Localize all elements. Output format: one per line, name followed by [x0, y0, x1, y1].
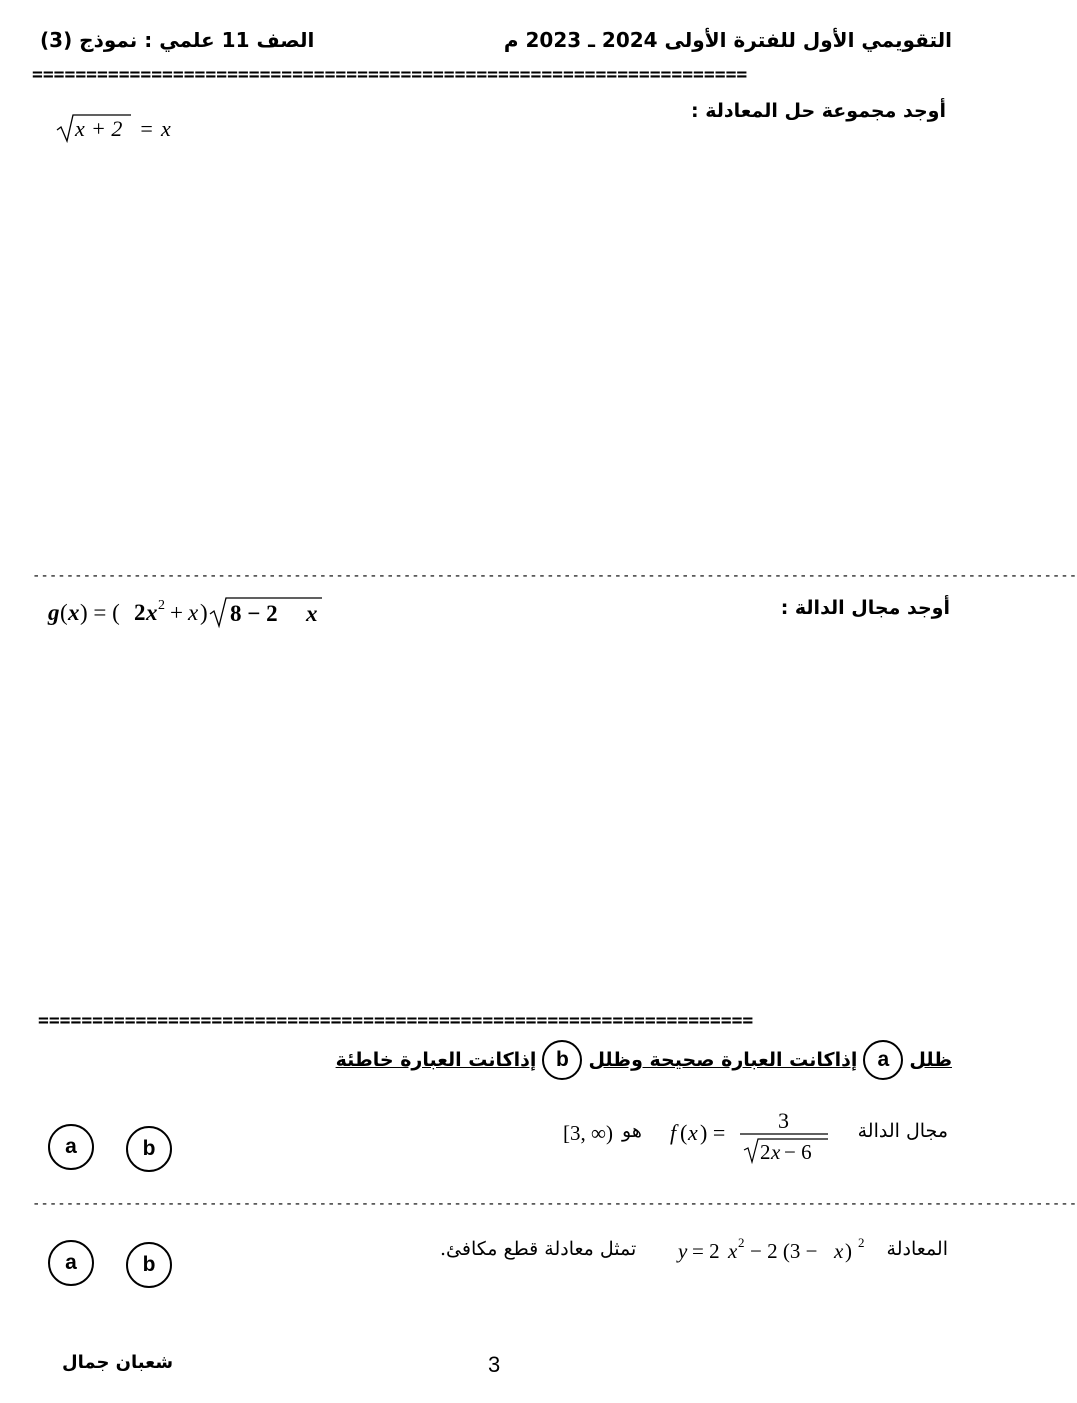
item2-option-b[interactable]: b [126, 1242, 172, 1288]
question2-function [46, 594, 336, 634]
option-b-marker: b [542, 1040, 582, 1080]
question1-label: أوجد مجموعة حل المعادلة : [691, 100, 946, 122]
svg-text:+ 2: + 2 [91, 116, 123, 141]
page-number: 3 [488, 1352, 501, 1377]
svg-text:x: x [161, 116, 171, 141]
tf-instruction-suffix: إذاكانت العبارة خاطئة [335, 1049, 537, 1071]
svg-text:x: x [188, 600, 199, 625]
svg-text:x: x [728, 1239, 738, 1263]
svg-text:x: x [68, 600, 80, 625]
svg-text:2: 2 [858, 1235, 865, 1250]
author-name: شعبان جمال [62, 1352, 174, 1373]
svg-text:x: x [771, 1140, 781, 1164]
item1-text-prefix: مجال الدالة [857, 1120, 948, 1142]
item1-text-mid: هو [622, 1120, 642, 1142]
svg-text:+: + [170, 600, 183, 625]
tf-instruction-mid: إذاكانت العبارة صحيحة وظلل [588, 1049, 858, 1071]
svg-text:(: ( [680, 1120, 688, 1145]
question2-label: أوجد مجال الدالة : [780, 597, 950, 619]
item1-formula [668, 1106, 838, 1170]
svg-text:8 − 2: 8 − 2 [230, 601, 278, 626]
double-rule-top: ================================================================== [32, 64, 748, 85]
svg-text:(: ( [60, 600, 68, 625]
svg-text:2: 2 [738, 1235, 745, 1250]
svg-text:x: x [75, 116, 85, 141]
svg-text:y: y [678, 1239, 688, 1263]
option-a-marker: a [863, 1040, 903, 1080]
svg-text:x: x [306, 601, 318, 626]
tf-instruction [336, 1040, 952, 1080]
svg-text:f: f [670, 1120, 677, 1145]
svg-text:) = (: ) = ( [80, 600, 120, 625]
dashed-rule-1: ---------------------------------------------------------------------------------------------------------------------------- [32, 568, 1077, 584]
svg-text:2: 2 [760, 1140, 771, 1164]
exam-title: التقويمي الأول للفترة الأولى 2024 ـ 2023 م [503, 28, 952, 52]
tf-instruction-prefix: ظلل [909, 1049, 952, 1071]
g-function-graphic [46, 594, 336, 630]
svg-text:2: 2 [158, 598, 165, 613]
item1-option-b[interactable]: b [126, 1126, 172, 1172]
item2-option-a[interactable]: a [48, 1240, 94, 1286]
sqrt-equation-graphic [55, 112, 185, 144]
class-model: الصف 11 علمي : نموذج (3) [40, 28, 315, 52]
svg-text:− 6: − 6 [784, 1140, 812, 1164]
svg-text:2: 2 [134, 600, 146, 625]
item2-text-prefix: المعادلة [886, 1238, 948, 1260]
double-rule-mid: ================================================================== [38, 1010, 754, 1031]
svg-text:3: 3 [778, 1108, 789, 1133]
svg-text:− 2 (3 −: − 2 (3 − [750, 1239, 818, 1263]
svg-text:x: x [146, 600, 158, 625]
item2-text-suffix: تمثل معادلة قطع مكافئ. [440, 1238, 637, 1260]
svg-text:x: x [688, 1120, 698, 1145]
svg-text:= 2: = 2 [692, 1239, 720, 1263]
question1-equation [55, 112, 185, 150]
svg-text:) =: ) = [700, 1120, 726, 1145]
svg-text:x: x [834, 1239, 844, 1263]
item2-formula [676, 1232, 876, 1272]
svg-text:=: = [139, 116, 154, 141]
f-function-graphic [668, 1106, 838, 1166]
item1-option-a[interactable]: a [48, 1124, 94, 1170]
svg-text:g: g [48, 600, 60, 625]
svg-text:): ) [200, 600, 208, 625]
dashed-rule-2: ---------------------------------------------------------------------------------------------------------------------------- [32, 1196, 1077, 1212]
item1-interval: [3, ∞) [563, 1121, 613, 1145]
svg-text:): ) [845, 1239, 852, 1263]
y-equation-graphic [676, 1232, 876, 1268]
